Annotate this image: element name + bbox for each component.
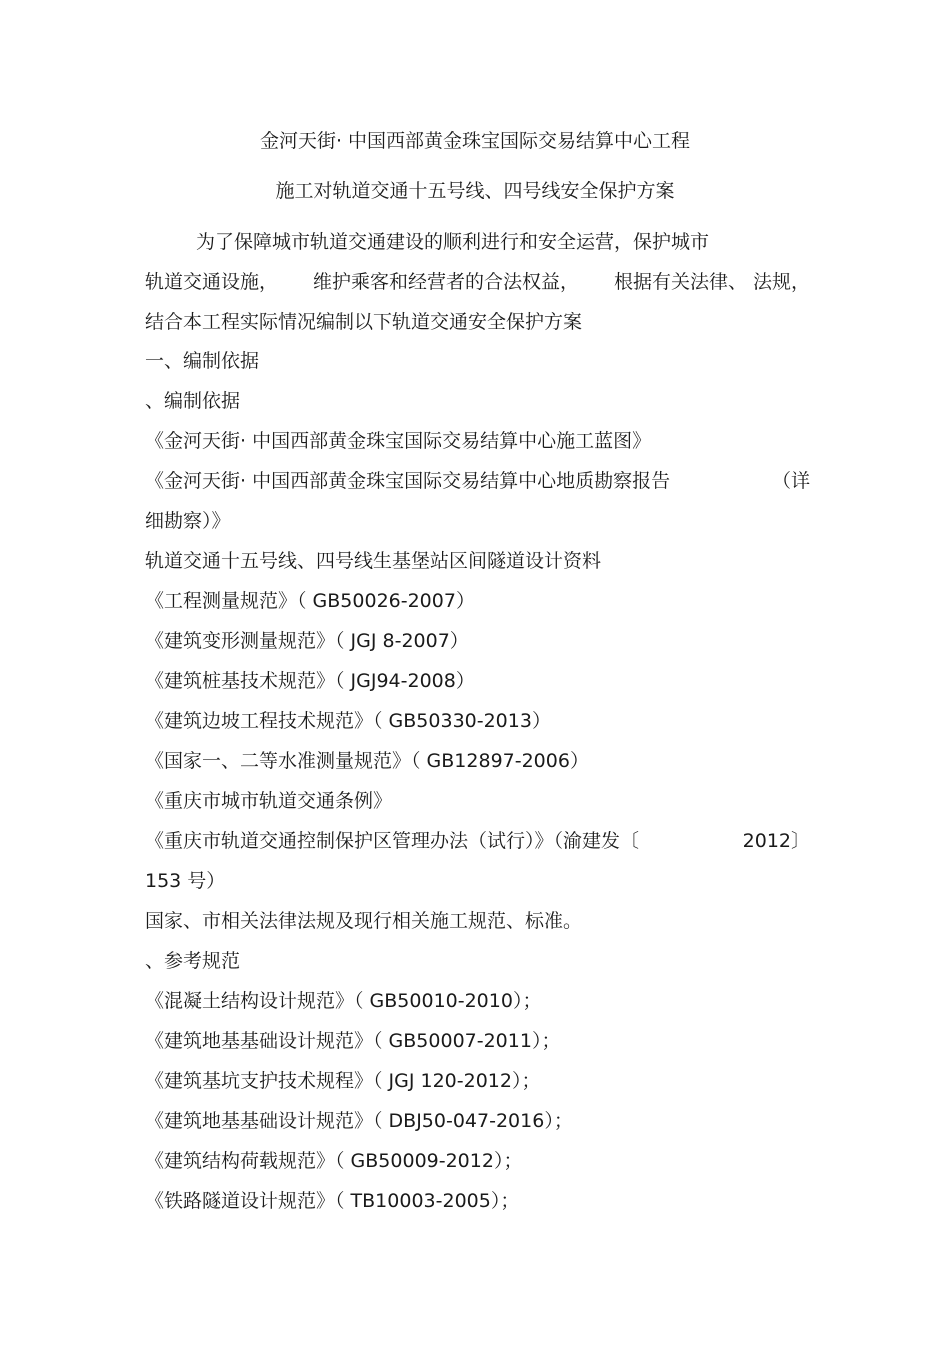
reference-item-6: 《铁路隧道设计规范》（ TB10003-2005）； bbox=[145, 1190, 520, 1212]
basis-item-3: 轨道交通十五号线、四号线生基堡站区间隧道设计资料 bbox=[145, 550, 602, 572]
basis-item-2 bbox=[145, 469, 810, 493]
basis-item-1: 《金河天街· 中国西部黄金珠宝国际交易结算中心施工蓝图》 bbox=[145, 430, 652, 452]
basis-item-8: 《国家一、二等水准测量规范》（ GB12897-2006） bbox=[145, 750, 589, 772]
reference-item-4: 《建筑地基基础设计规范》（ DBJ50-047-2016）； bbox=[145, 1110, 573, 1132]
subsection1-heading: 、编制依据 bbox=[145, 390, 241, 412]
intro-line2-part1: 轨道交通设施， bbox=[145, 271, 279, 293]
intro-line2-part2: 维护乘客和经营者的合法权益， bbox=[312, 271, 579, 293]
reference-item-5: 《建筑结构荷载规范》（ GB50009-2012）； bbox=[145, 1150, 523, 1172]
intro-line2 bbox=[145, 270, 810, 294]
basis-item-6: 《建筑桩基技术规范》（ JGJ94-2008） bbox=[145, 670, 475, 692]
intro-line2-part3: 根据有关法律、 法规， bbox=[613, 271, 810, 293]
basis-item-10-line2: 153 号） bbox=[145, 870, 226, 892]
reference-item-3: 《建筑基坑支护技术规程》（ JGJ 120-2012）； bbox=[145, 1070, 541, 1092]
reference-item-1: 《混凝土结构设计规范》（ GB50010-2010）； bbox=[145, 990, 542, 1012]
basis-item-2-line2: 细勘察）》 bbox=[145, 510, 231, 532]
basis-item-10-part2: 2012〕 bbox=[742, 830, 810, 852]
section1-heading: 一、编制依据 bbox=[145, 350, 260, 372]
basis-item-2-part2: （详 bbox=[771, 470, 810, 492]
basis-item-11: 国家、市相关法律法规及现行相关施工规范、标准。 bbox=[145, 910, 583, 932]
basis-item-10-part1: 《重庆市轨道交通控制保护区管理办法（试行）》（渝建发〔 bbox=[145, 830, 640, 852]
basis-item-5: 《建筑变形测量规范》（ JGJ 8-2007） bbox=[145, 630, 469, 652]
reference-item-2: 《建筑地基基础设计规范》（ GB50007-2011）； bbox=[145, 1030, 561, 1052]
basis-item-10 bbox=[145, 829, 810, 853]
basis-item-2-part1: 《金河天街· 中国西部黄金珠宝国际交易结算中心地质勘察报告 bbox=[145, 470, 671, 492]
document-title-line1: 金河天街· 中国西部黄金珠宝国际交易结算中心工程 bbox=[259, 130, 691, 152]
intro-line3: 结合本工程实际情况编制以下轨道交通安全保护方案 bbox=[145, 311, 583, 333]
document-title-line2: 施工对轨道交通十五号线、四号线安全保护方案 bbox=[275, 180, 675, 202]
basis-item-9: 《重庆市城市轨道交通条例》 bbox=[145, 790, 393, 812]
subsection2-heading: 、参考规范 bbox=[145, 950, 241, 972]
basis-item-7: 《建筑边坡工程技术规范》（ GB50330-2013） bbox=[145, 710, 551, 732]
basis-item-4: 《工程测量规范》（ GB50026-2007） bbox=[145, 590, 475, 612]
intro-line1: 为了保障城市轨道交通建设的顺利进行和安全运营，保护城市 bbox=[196, 231, 710, 253]
